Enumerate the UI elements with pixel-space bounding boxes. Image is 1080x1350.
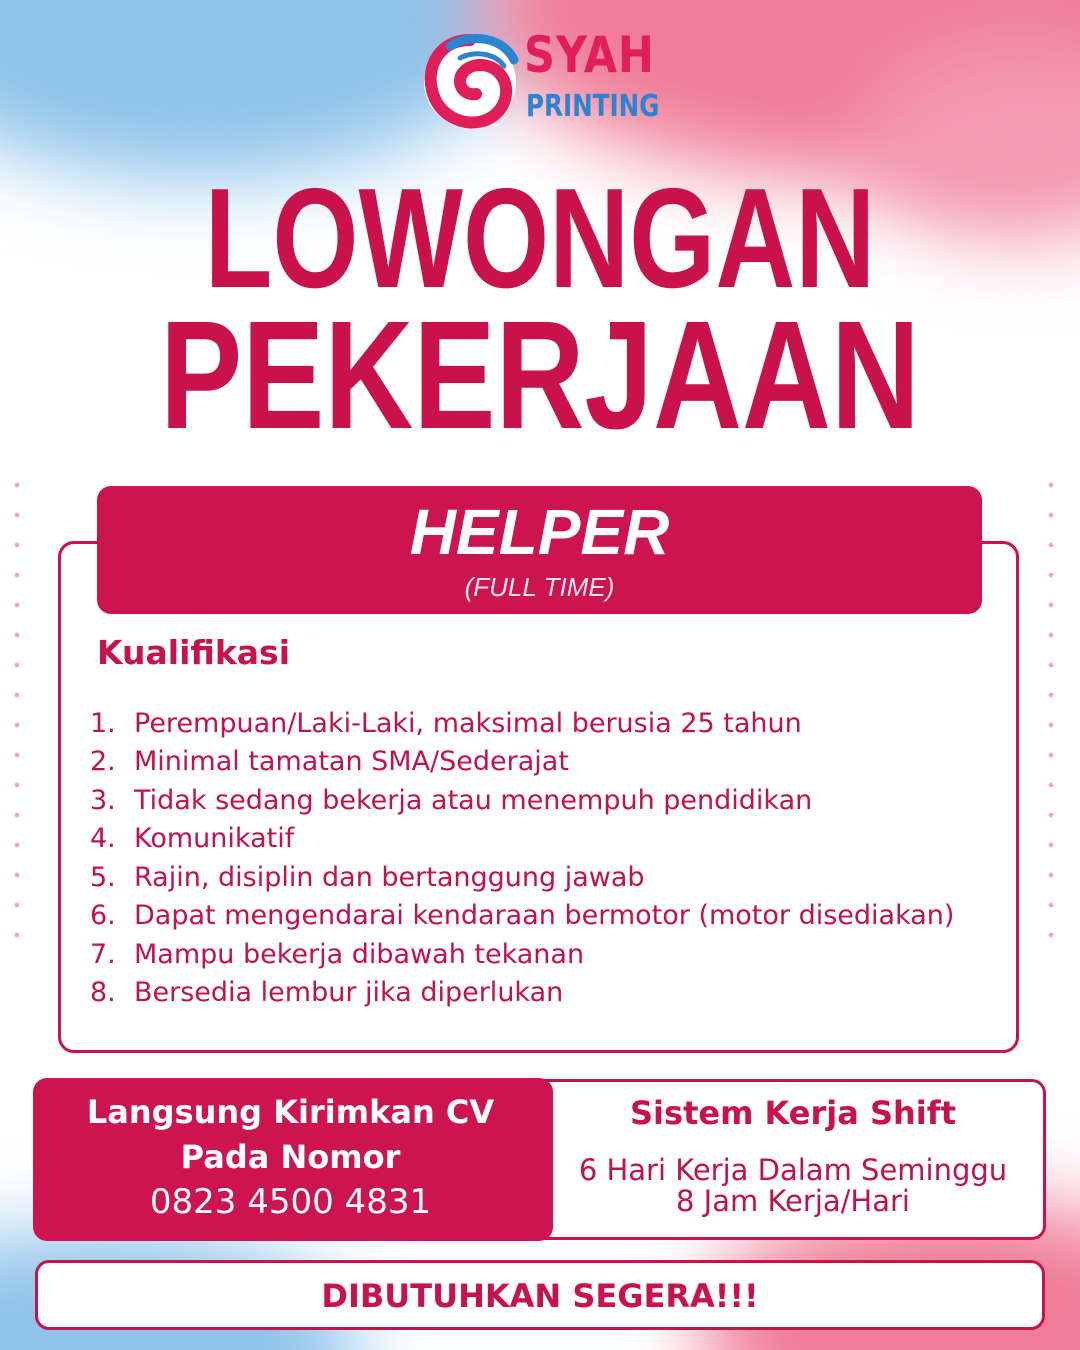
qualification-number: 1. xyxy=(90,707,116,739)
qualification-number: 4. xyxy=(90,823,116,855)
urgent-banner xyxy=(35,1260,1045,1330)
qualification-text: Dapat mengendarai kendaraan bermotor (motor disediakan) xyxy=(134,900,955,932)
syah-printing-logo xyxy=(420,24,660,144)
dot-pattern-right xyxy=(1036,470,1076,950)
qualification-text: Rajin, disiplin dan bertanggung jawab xyxy=(134,861,645,893)
qualification-text: Komunikatif xyxy=(134,823,295,855)
qualification-item xyxy=(90,935,954,974)
qualification-text: Minimal tamatan SMA/Sederajat xyxy=(134,746,569,778)
qualification-item xyxy=(90,704,954,743)
position-type: (FULL TIME) xyxy=(464,572,615,602)
urgent-text: DIBUTUHKAN SEGERA!!! xyxy=(321,1277,759,1315)
dot-pattern-left xyxy=(2,470,42,950)
qualification-number: 6. xyxy=(90,900,116,932)
logo-wordmark-syah: SYAH xyxy=(524,26,655,84)
headline-line1: LOWONGAN xyxy=(204,159,876,318)
position-title: HELPER xyxy=(409,496,670,568)
headline-line2: PEKERJAAN xyxy=(160,289,920,461)
qualification-item xyxy=(90,858,954,897)
shift-title: Sistem Kerja Shift xyxy=(630,1094,956,1132)
shift-days: 6 Hari Kerja Dalam Seminggu xyxy=(578,1153,1008,1187)
qualifications-heading: Kualifikasi xyxy=(97,633,291,672)
qualification-item xyxy=(90,781,954,820)
qualification-number: 8. xyxy=(90,977,116,1009)
qualification-text: Perempuan/Laki-Laki, maksimal berusia 25 tahun xyxy=(134,707,802,739)
contact-instruction: Langsung Kirimkan CV xyxy=(86,1093,495,1131)
contact-instruction-2: Pada Nomor xyxy=(180,1138,401,1176)
qualification-item xyxy=(90,974,954,1013)
qualification-item xyxy=(90,897,954,936)
shift-hours: 8 Jam Kerja/Hari xyxy=(676,1184,910,1218)
qualification-number: 5. xyxy=(90,861,116,893)
qualification-item xyxy=(90,820,954,859)
qualification-number: 7. xyxy=(90,938,116,970)
qualification-text: Mampu bekerja dibawah tekanan xyxy=(134,938,585,970)
qualifications-list xyxy=(90,704,954,1012)
qualification-text: Bersedia lembur jika diperlukan xyxy=(134,977,564,1009)
contact-phone-number: 0823 4500 4831 xyxy=(149,1182,432,1222)
qualification-text: Tidak sedang bekerja atau menempuh pendidikan xyxy=(134,784,813,816)
swirl-logo-icon xyxy=(420,24,524,140)
logo-wordmark-printing: PRINTING xyxy=(526,89,660,124)
qualification-number: 3. xyxy=(90,784,116,816)
qualification-number: 2. xyxy=(90,746,116,778)
qualification-item xyxy=(90,743,954,782)
position-banner xyxy=(97,486,982,614)
